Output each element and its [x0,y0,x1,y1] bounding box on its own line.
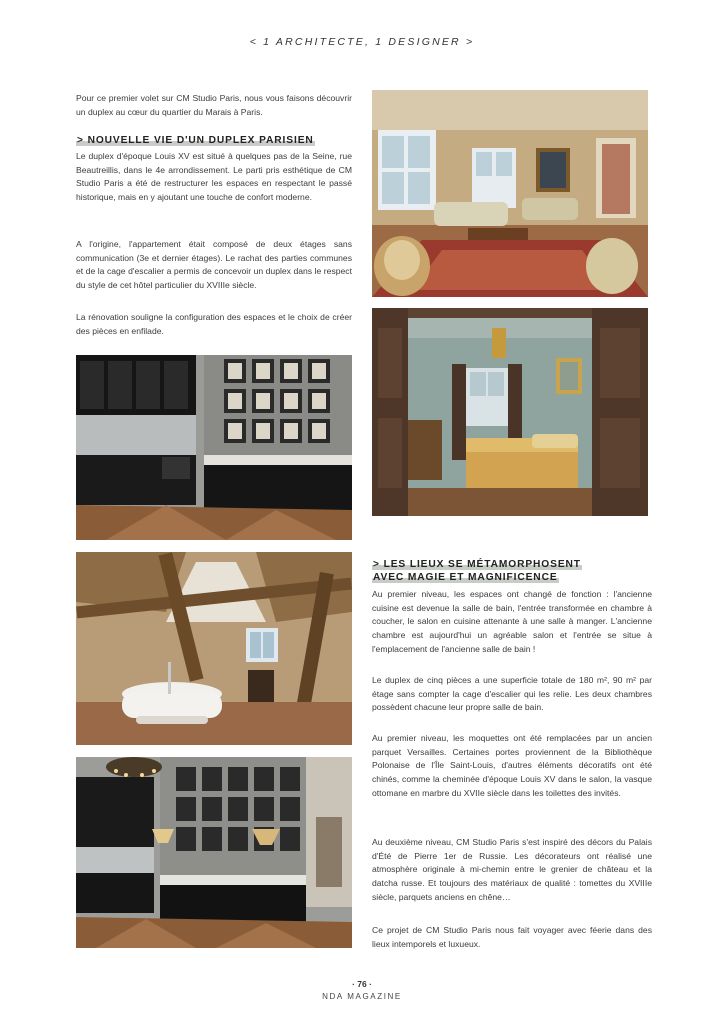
photo-bathroom [76,552,352,745]
section-heading-duplex [76,134,356,147]
paragraph-second-level: Au deuxième niveau, CM Studio Paris s'est inspiré des décors du Palais d'Été de Pierre 1er de Russie. Les décorateurs ont réalisé une atmosphère originale à mi-chemin entre le grenier de château et la datcha russe. Et toujours des matériaux de qualité : tomettes du XVIIIe siècle, parquets anciens en chêne… [372,837,652,902]
paragraph-parquet: Au premier niveau, les moquettes ont été remplacées par un ancien parquet Versailles. Certaines portes proviennent de la Bibliothèque Polonaise de l'Île Saint-Louis, d'autres éléments décoratifs ont été chinés, comme la cheminée d'époque Louis XV dans le salon, la vasque ottomane en marbre du XVIIe siècle dans les toilettes des invités. [372,733,652,798]
paragraph-renovation: La rénovation souligne la configuration des espaces et le choix de créer des pièces en enfilade. [76,312,352,336]
photo-bedroom [372,308,648,516]
photo-salon [372,90,648,297]
photo-kitchen-chandelier [76,757,352,948]
photo-kitchen [76,355,352,540]
magazine-name: NDA MAGAZINE [322,992,402,1001]
paragraph-surface: Le duplex de cinq pièces a une superficie totale de 180 m², 90 m² par étage sans compter la cage d'escalier qui les relie. Les deux chambres possèdent chacune leur propre salle de bain. [372,675,652,713]
page-number: · 76 · [352,979,372,989]
heading-metamorphose-line1: > LES LIEUX SE MÉTAMORPHOSENT [373,559,581,570]
paragraph-duplex-location: Le duplex d'époque Louis XV est situé à quelques pas de la Seine, rue Beautreillis, dans le 4e arrondissement. Le parti pris esthétique de CM Studio Paris a été de restructurer les espaces en respectant le passé historique, mais en y ajoutant une touche de confort moderne. [76,151,352,203]
heading-duplex-text: > NOUVELLE VIE D'UN DUPLEX PARISIEN [77,135,314,146]
paragraph-first-level-functions: Au premier niveau, les espaces ont changé de fonction : l'ancienne cuisine est devenue la salle de bain, l'entrée transformée en chambre à coucher, le salon en cuisine attenante à une salle à manger. L'ancienne chambre est aujourd'hui un agréable salon et l'entrée se situe à l'emplacement de l'ancienne salle de bain ! [372,589,652,654]
section-heading-metamorphose [372,558,662,584]
intro-paragraph: Pour ce premier volet sur CM Studio Paris, nous vous faisons découvrir un duplex au cœur du quartier du Marais à Paris. [76,93,352,117]
paragraph-conclusion: Ce projet de CM Studio Paris nous fait voyager avec féerie dans des lieux intemporels et luxueux. [372,925,652,949]
paragraph-duplex-origin: A l'origine, l'appartement était composé de deux étages sans communication (3e et dernier étages). Le rachat des parties communes et de la cage d'escalier a permis de concevoir un duplex dans le respect du style de cet hôtel particulier du XVIIIe siècle. [76,239,352,291]
heading-metamorphose-line2: AVEC MAGIE ET MAGNIFICENCE [373,572,558,583]
page-header: < 1 ARCHITECTE, 1 DESIGNER > [249,36,475,48]
